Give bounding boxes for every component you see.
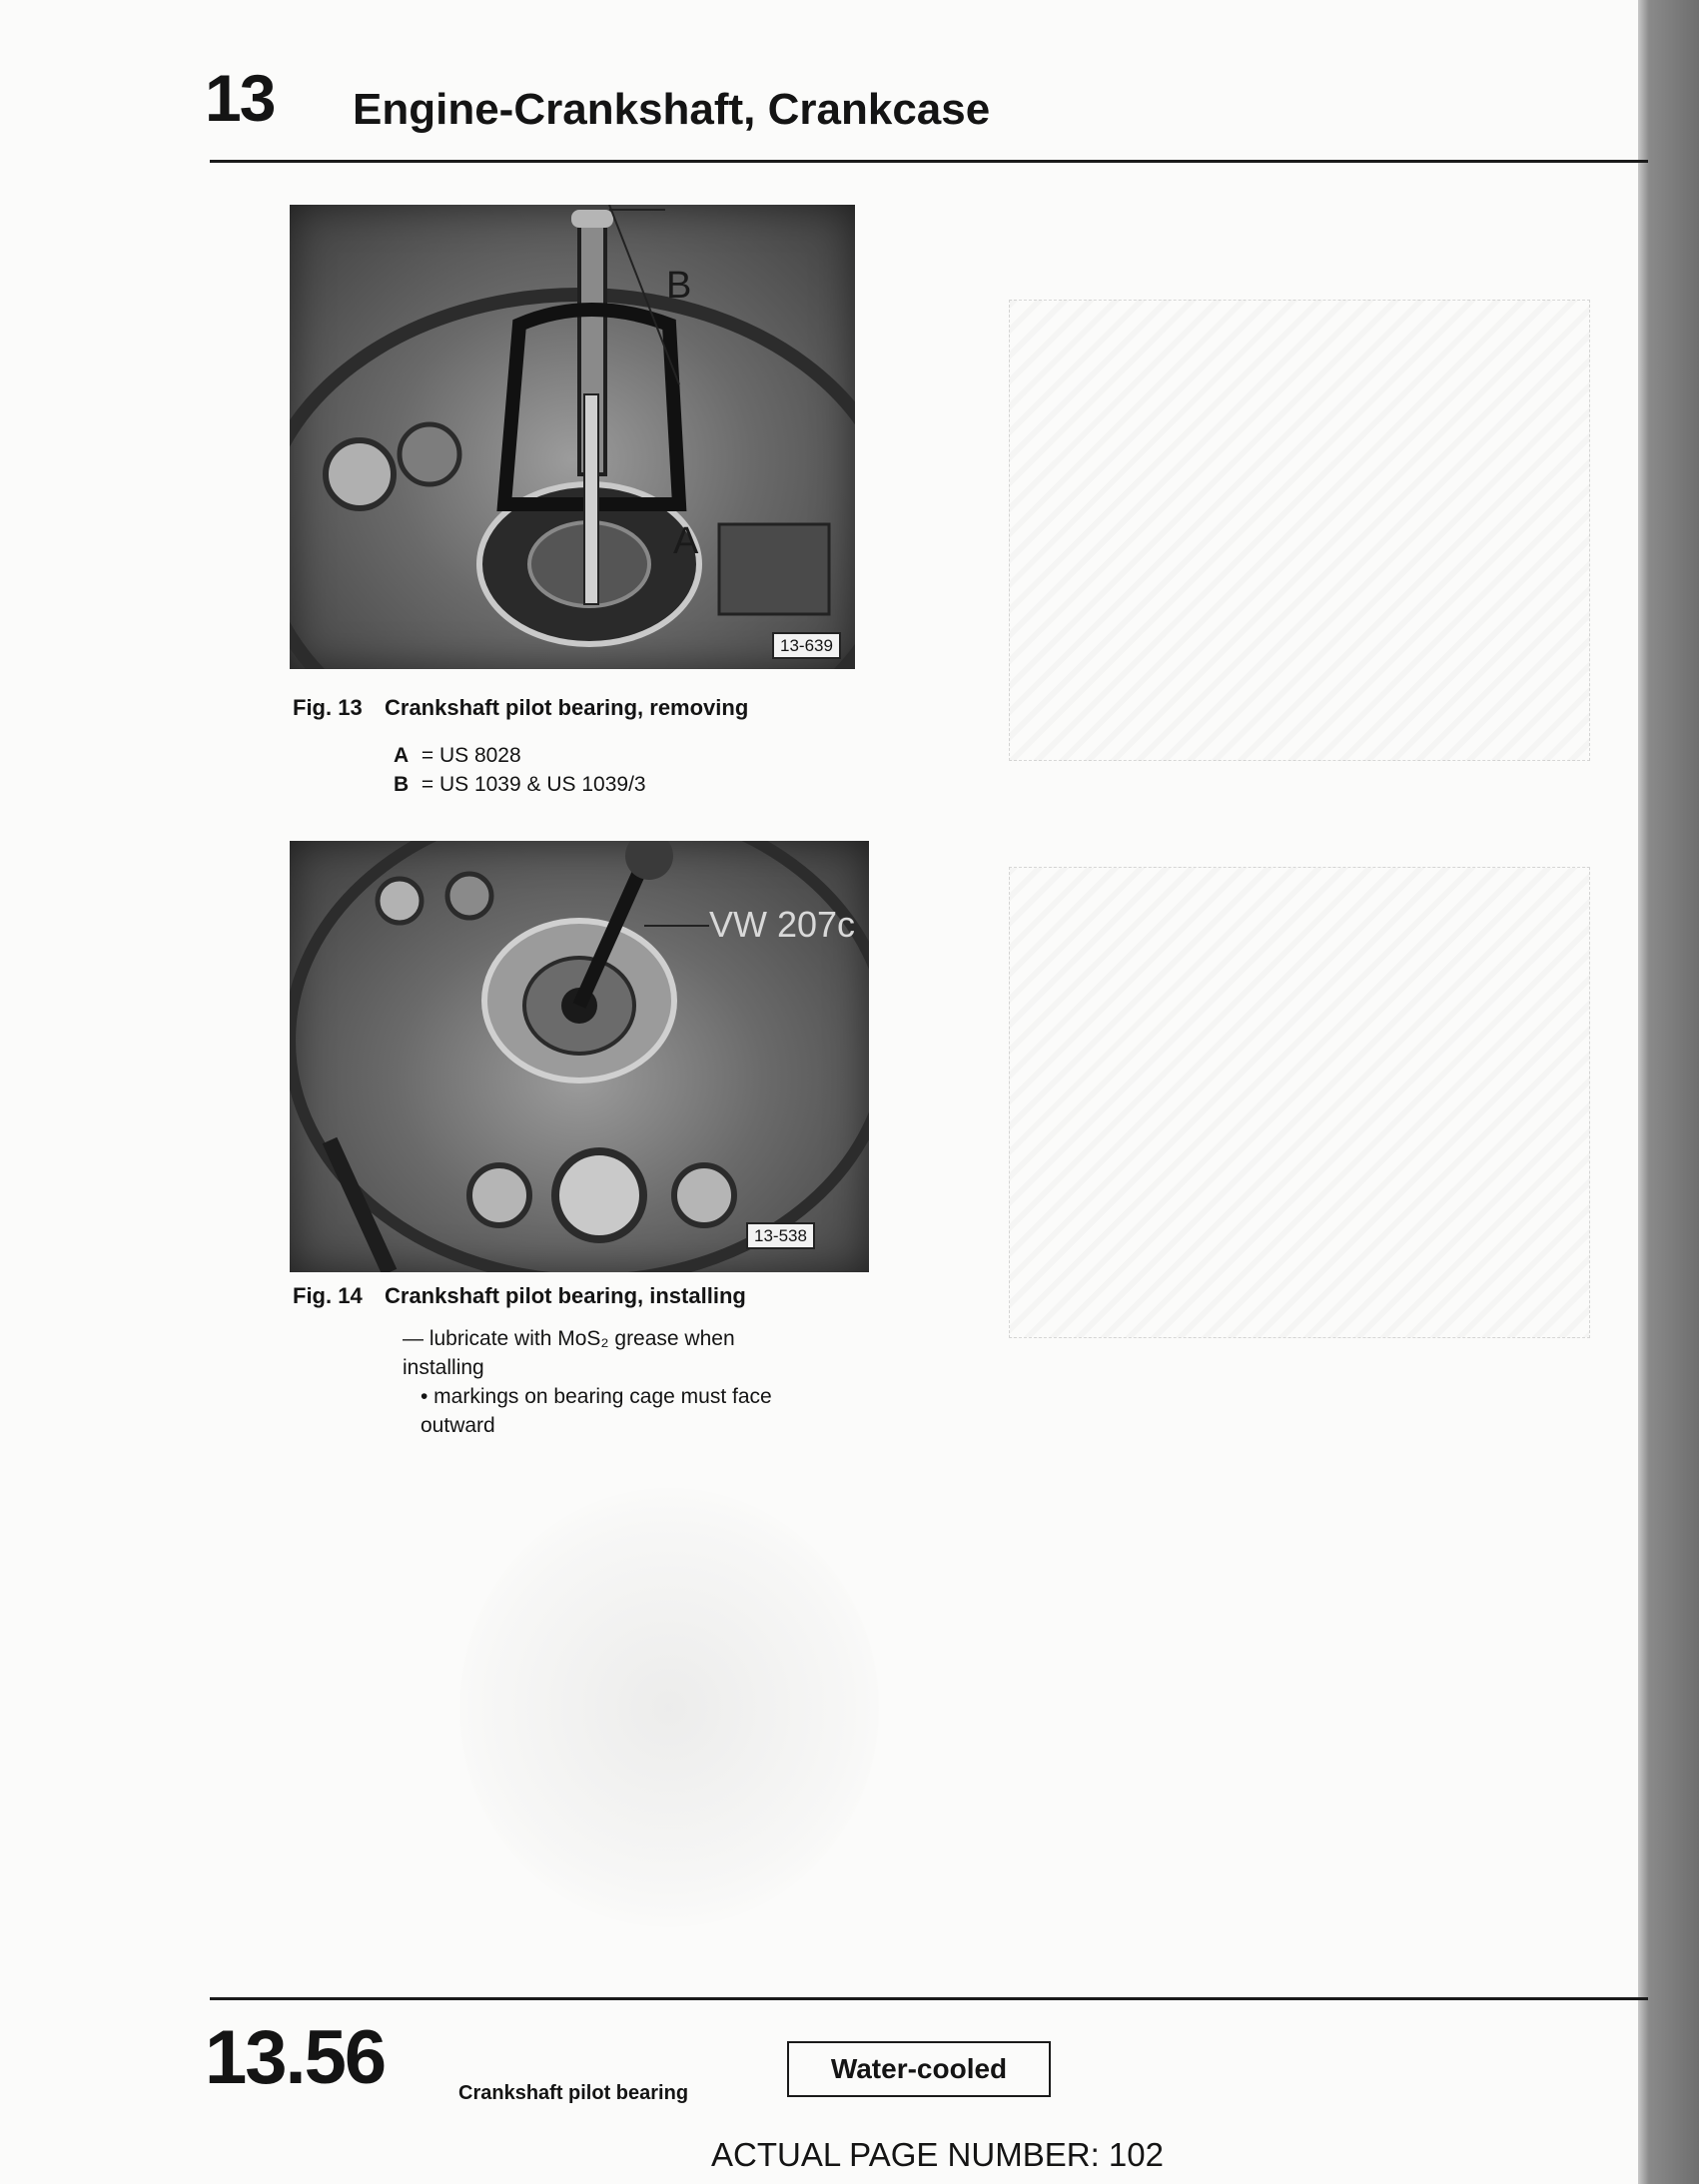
- bleed-through-image: [1009, 300, 1590, 761]
- fig14-note-lubricate: — lubricate with MoS₂ grease when installing: [403, 1327, 735, 1379]
- legend-key: A: [394, 744, 410, 767]
- fig13-legend-b: [394, 774, 646, 795]
- actual-page-number: ACTUAL PAGE NUMBER: 102: [711, 2136, 1164, 2173]
- fig13-tag: 13-639: [772, 632, 841, 659]
- fig14-caption-text: Crankshaft pilot bearing, installing: [385, 1283, 746, 1308]
- fig14-tag: 13-538: [746, 1222, 815, 1249]
- page-number: 13.56: [205, 2015, 386, 2100]
- water-cooled-badge: Water-cooled: [787, 2041, 1051, 2097]
- fig13-callout-b: B: [666, 265, 692, 307]
- fig13-legend-a: [394, 745, 521, 766]
- fig13-callout-a: A: [673, 520, 699, 562]
- chapter-title: Engine-Crankshaft, Crankcase: [353, 85, 991, 134]
- fig13-photo: [290, 205, 855, 669]
- footer-section: Crankshaft pilot bearing: [458, 2082, 689, 2104]
- fig14-callout-vw207c: VW 207c: [709, 904, 856, 945]
- fig14-caption-number: Fig. 14: [293, 1283, 363, 1308]
- header-rule: [210, 160, 1648, 163]
- fig13-caption-text: Crankshaft pilot bearing, removing: [385, 695, 749, 720]
- fig13-caption-number: Fig. 13: [293, 695, 363, 720]
- chapter-number: 13: [205, 61, 275, 135]
- fig13-caption: [293, 697, 748, 719]
- binding-edge: [1638, 0, 1699, 2184]
- bleed-through-image: [459, 1488, 879, 1927]
- footer-rule: [210, 1997, 1648, 2000]
- fig14-caption: [293, 1285, 746, 1307]
- bleed-through-image: [1009, 867, 1590, 1338]
- legend-key: B: [394, 773, 410, 796]
- fig14-note-markings: • markings on bearing cage must face outward: [421, 1385, 772, 1437]
- legend-value: = US 8028: [421, 744, 521, 767]
- fig14-photo: [290, 841, 869, 1272]
- legend-value: = US 1039 & US 1039/3: [421, 773, 646, 796]
